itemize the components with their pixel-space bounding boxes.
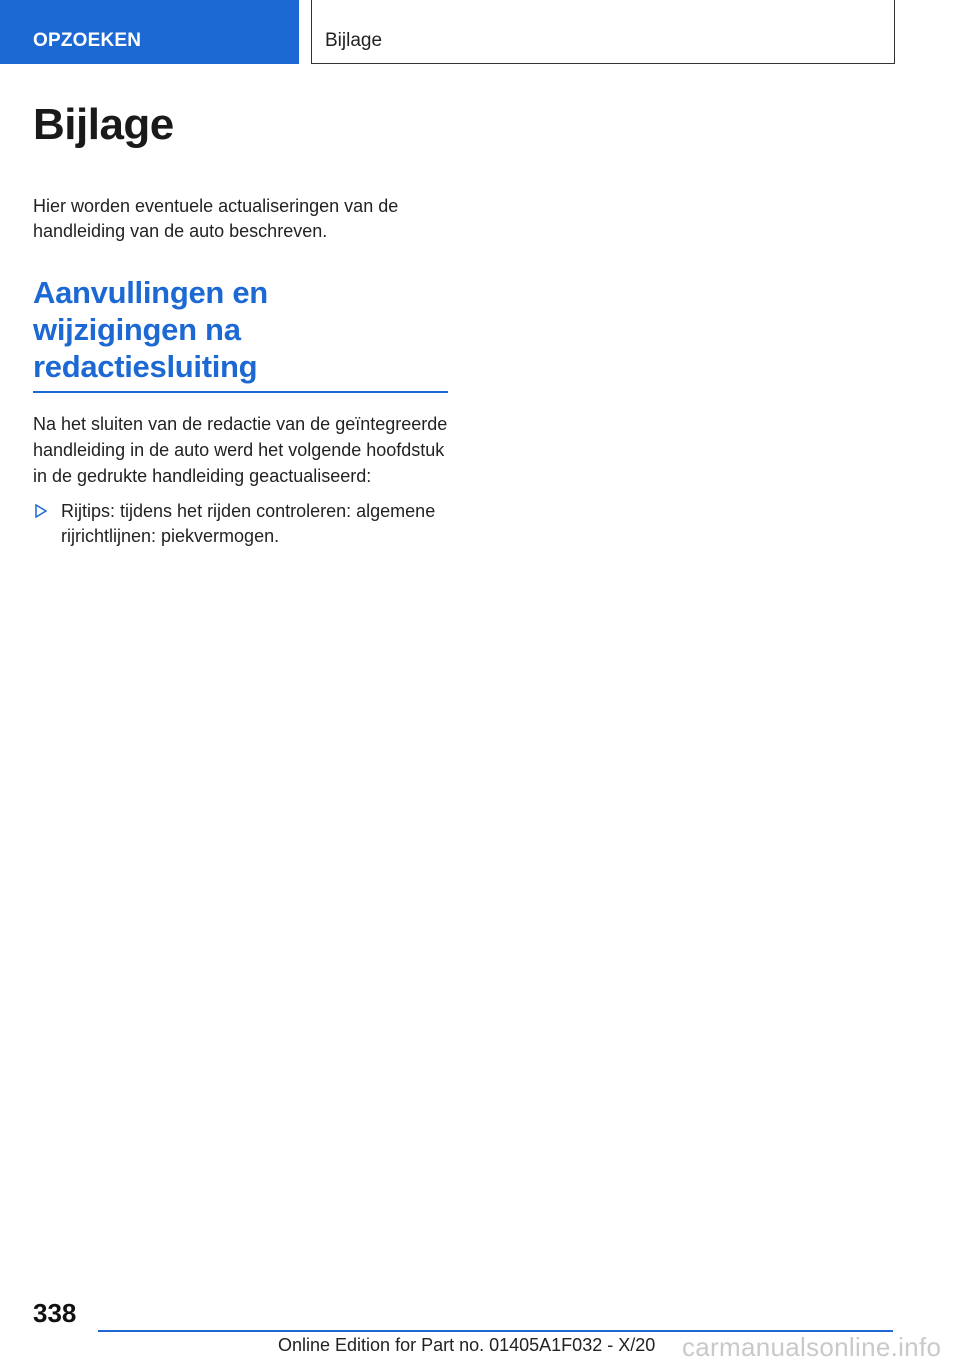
chapter-header — [311, 0, 895, 64]
triangle-bullet-icon — [35, 504, 47, 518]
section-tab-label: OPZOEKEN — [33, 30, 142, 51]
list-item — [33, 499, 448, 549]
section-heading-line: Aanvullingen en — [33, 275, 268, 310]
edition-note: Online Edition for Part no. 01405A1F032 - X/20 — [278, 1335, 656, 1355]
section-divider — [33, 391, 448, 393]
page-content — [33, 96, 448, 549]
intro-paragraph: Hier worden eventuele actualiseringen van de handleiding van de auto beschreven. — [33, 196, 399, 241]
page-title: Bijlage — [33, 100, 174, 149]
list-item-text: Rijtips: tijdens het rijden controleren: algemene rijrichtlijnen: piekvermogen. — [61, 500, 436, 546]
section-heading — [33, 274, 448, 385]
bullet-list — [33, 499, 448, 549]
section-tab[interactable] — [0, 0, 299, 64]
section-heading-line: wijzigingen na — [33, 312, 241, 347]
page-number: 338 — [33, 1298, 77, 1328]
body-paragraph: Na het sluiten van de redactie van de geïntegreerde handleiding in de auto werd het volgende hoofdstuk in de gedrukte handleiding geactualiseerd: — [33, 413, 448, 486]
watermark: carmanualsonline.info — [682, 1332, 942, 1362]
chapter-title: Bijlage — [325, 30, 383, 51]
section-heading-line: redactiesluiting — [33, 349, 258, 384]
